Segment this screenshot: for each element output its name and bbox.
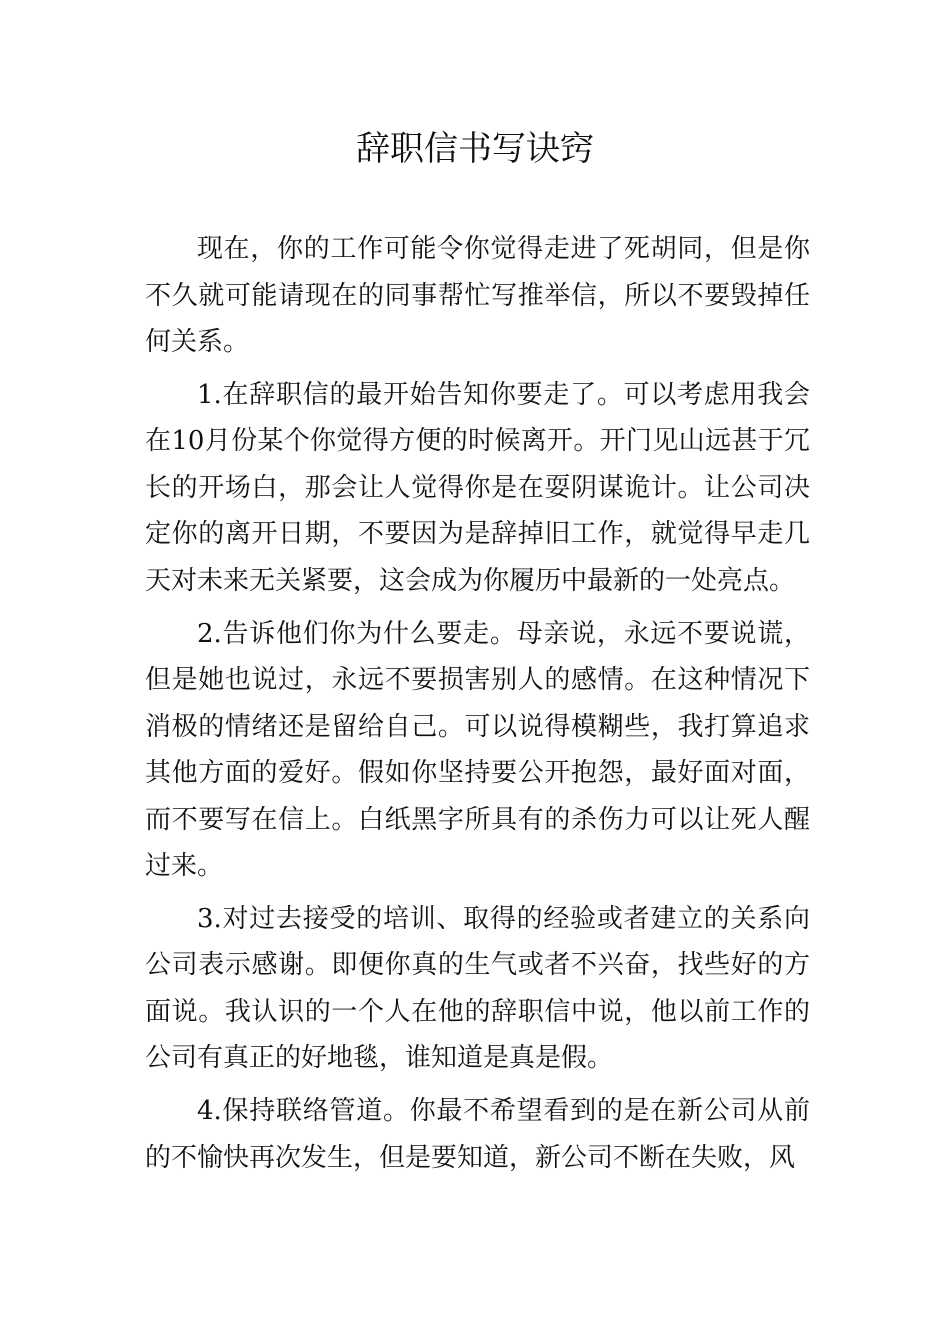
paragraph-tip-2: 2.告诉他们你为什么要走。母亲说，永远不要说谎，但是她也说过，永远不要损害别人的感情。在这种情况下消极的情绪还是留给自己。可以说得模糊些，我打算追求其他方面的爱好。假如你坚持要公开抱怨，最好面对面，而不要写在信上。白纸黑字所具有的杀伤力可以让死人醒过来。	[145, 618, 810, 882]
document-body	[145, 226, 810, 1187]
paragraph-tip-4: 4.保持联络管道。你最不希望看到的是在新公司从前的不愉快再次发生，但是要知道，新公司不断在失败，风	[145, 1096, 810, 1173]
document-title: 辞职信书写诀窍	[356, 129, 594, 169]
paragraph-intro: 现在，你的工作可能令你觉得走进了死胡同，但是你不久就可能请现在的同事帮忙写推举信，所以不要毁掉任何关系。	[145, 234, 810, 357]
paragraph-tip-3: 3.对过去接受的培训、取得的经验或者建立的关系向公司表示感谢。即便你真的生气或者不兴奋，找些好的方面说。我认识的一个人在他的辞职信中说，他以前工作的公司有真正的好地毯，谁知道是真是假。	[145, 903, 810, 1074]
paragraph-tip-1: 1.在辞职信的最开始告知你要走了。可以考虑用我会在10月份某个你觉得方便的时候离开。开门见山远甚于冗长的开场白，那会让人觉得你是在耍阴谋诡计。让公司决定你的离开日期，不要因为是辞掉旧工作，就觉得早走几天对未来无关紧要，这会成为你履历中最新的一处亮点。	[145, 379, 810, 596]
